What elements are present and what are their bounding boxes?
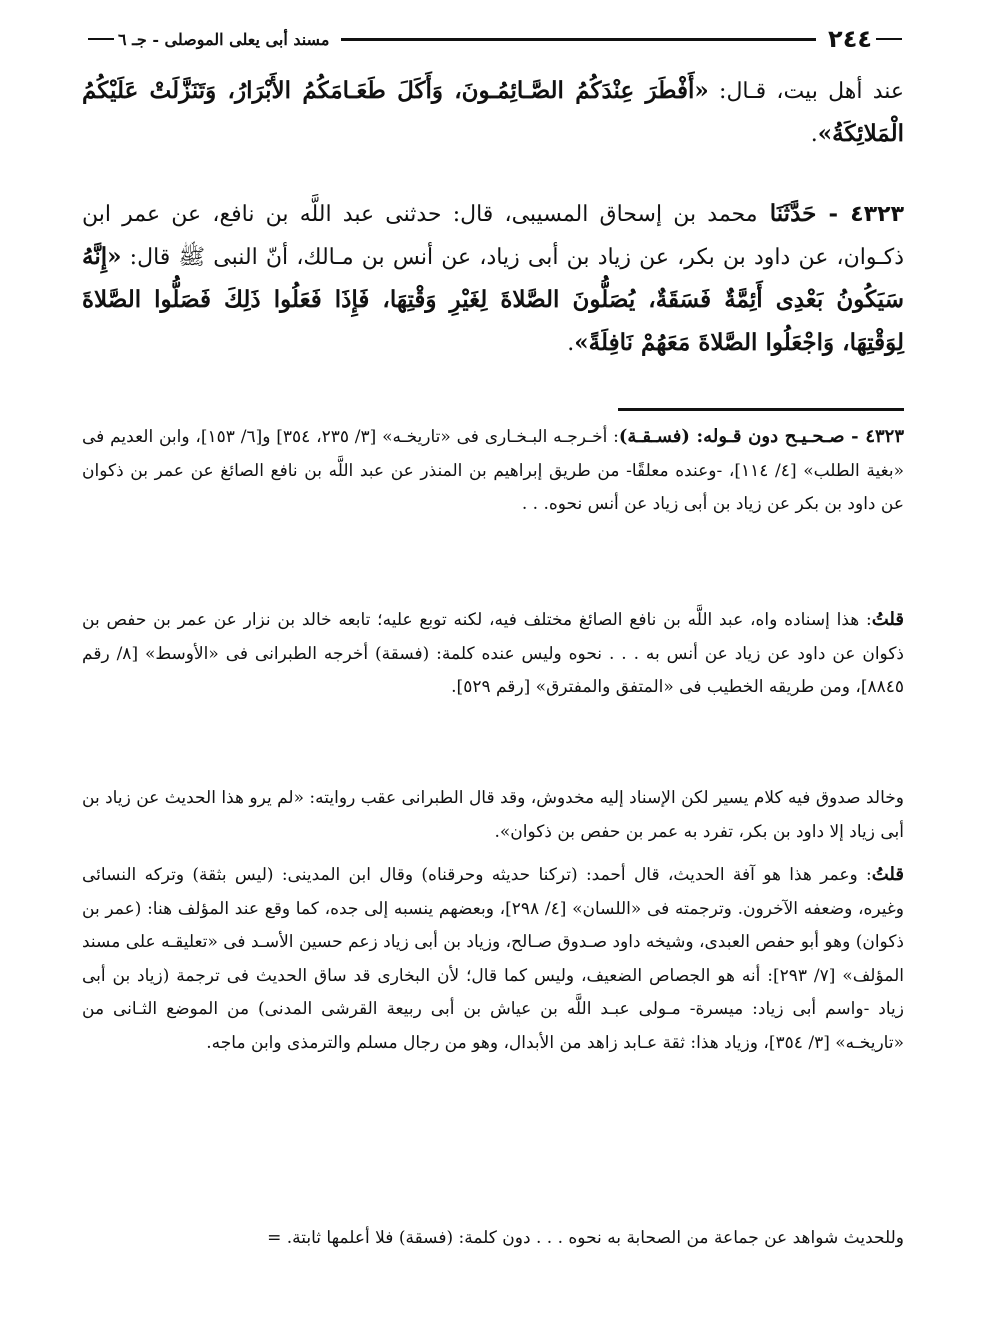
page-number: ٢٤٤: [828, 25, 872, 53]
khalid-text: وخالد صدوق فيه كلام يسير لكن الإسناد إليه مخدوش، وقد قال الطبرانى عقب روايته: «لم يرو هذا الحديث عن زياد بن أبى زياد إلا داود بن بكر، تفرد به عمر بن حفص بن ذكوان».: [82, 788, 904, 842]
page-header: [84, 22, 906, 56]
qultu-text: : وعمر هذا هو آفة الحديث، قال أحمد: (تركنا حديثه وحرقناه) وقال ابن المدينى: (ليس بثقة) وتركه النسائى وغيره، وضعفه الآخرون. وترجمته فى «اللسان» [٤/ ٢٩٨]، وبعضهم ينسبه إلى جده، كما وقع عند المؤلف هنا: (عمر بن ذكوان) وهو أبو حفص العبدى، وشيخه داود صـدوق صـالح، وزياد بن أبى زياد زعم حسين الأسـد فى «تعليقـه على مسند المؤلف» [٧/ ٢٩٣]: أنه هو الجصاص الضعيف، وليس كما قال؛ لأن البخارى قد ساق الحديث فى ترجمة (زياد بن أبى زياد -واسم أبى زياد: ميسرة- مـولى عبـد اللَّه بن عياش بن أبى ربيعة القرشى المدنى) من الموضع الثـانى من «تاريخـه» [٣/ ٣٥٤]، وزياد هذا: ثقة عـابد زاهد من الأبدال، وهو من رجال مسلم والترمذى وابن ماجه.: [82, 865, 904, 1053]
book-title: مسند أبى يعلى الموصلى - جـ ٦: [118, 29, 330, 49]
header-dash-left: [88, 38, 114, 40]
hadith-matn: «أَفْطَرَ عِنْدَكُمُ الصَّـائِمُـونَ، وَأَكَلَ طَعَـامَكُمُ الأَبْرَارُ، وَتَنَزَّلَتْ عَلَيْكُمُ الْمَلائِكَةُ»: [82, 77, 904, 147]
hadith-continuation: [82, 70, 904, 156]
qultu-label: قلتُ: [871, 609, 904, 630]
hadith-number: ٤٣٢٣: [850, 202, 904, 227]
hadith-end: .: [567, 331, 575, 356]
hadith-4323: [82, 193, 904, 365]
grading-text: : أخـرجـه البـخـارى فى «تاريخـه» [٣/ ٢٣٥، ٣٥٤] و[٦/ ١٥٣]، وابن العديم فى «بغية الطلب» [٤/ ١١٤]، -وعنده معلقًا- من طريق إبراهيم بن المنذر عن عبد اللَّه بن نافع الصائغ عن عمر بن ذكوان عن داود بن بكر عن زياد بن أبى زياد عن أنس نحوه. . .: [82, 427, 904, 514]
hadith-end: .: [810, 122, 818, 147]
footnote-separator: [618, 408, 904, 411]
haddathana: - حَدَّثَنَا: [757, 200, 851, 227]
hadith-isnad: محمد بن إسحاق المسيبى، قال: حدثنى عبد اللَّه بن نافع، عن عمر ابن ذكـوان، عن داود بن بكر، عن زياد بن أبى زياد، عن أنس بن مـالك، أنّ النبى ﷺ قال:: [82, 202, 904, 270]
shawahid-text: وللحديث شواهد عن جماعة من الصحابة به نحوه . . . دون كلمة: (فسقة) فلا أعلمها ثابتة. =: [267, 1228, 904, 1248]
footnote-grading: [82, 420, 904, 522]
qultu-label: قلتُ: [871, 864, 904, 885]
footnote-qultu-2: [82, 858, 904, 1060]
footnote-shawahid: [82, 1222, 904, 1256]
header-rule: [341, 38, 816, 41]
qultu-text: : هذا إسناده واه، عبد اللَّه بن نافع الصائغ مختلف فيه، لكنه توبع عليه؛ تابعه خالد بن نزار عن عمر بن حفص بن ذكوان عن داود عن زياد عن أنس به . . . نحوه وليس عنده كلمة: (فسقة) أخرجه الطبرانى فى «الأوسط» [٨/ رقم ٨٨٤٥]، ومن طريقه الخطيب فى «المتفق والمفترق» [رقم ٥٢٩].: [82, 610, 904, 697]
grading-label: ٤٣٢٣ - صـحـيـح دون قـوله: (فسـقـة): [618, 426, 904, 447]
footnote-khalid: [82, 782, 904, 849]
header-dash-right: [876, 38, 902, 40]
footnote-qultu-1: [82, 603, 904, 705]
hadith-intro: عند أهل بيت، قـال:: [708, 79, 905, 104]
hadith-matn: «إِنَّهُ سَيَكُونُ بَعْدِى أَئِمَّةٌ فَسَقَةٌ، يُصَلُّونَ الصَّلاةَ لِغَيْرِ وَقْتِهَا، فَإِذَا فَعَلُوا ذَلِكَ فَصَلُّوا الصَّلاةَ لِوَقْتِهَا، وَاجْعَلُوا الصَّلاةَ مَعَهُمْ نَافِلَةً»: [82, 243, 904, 356]
